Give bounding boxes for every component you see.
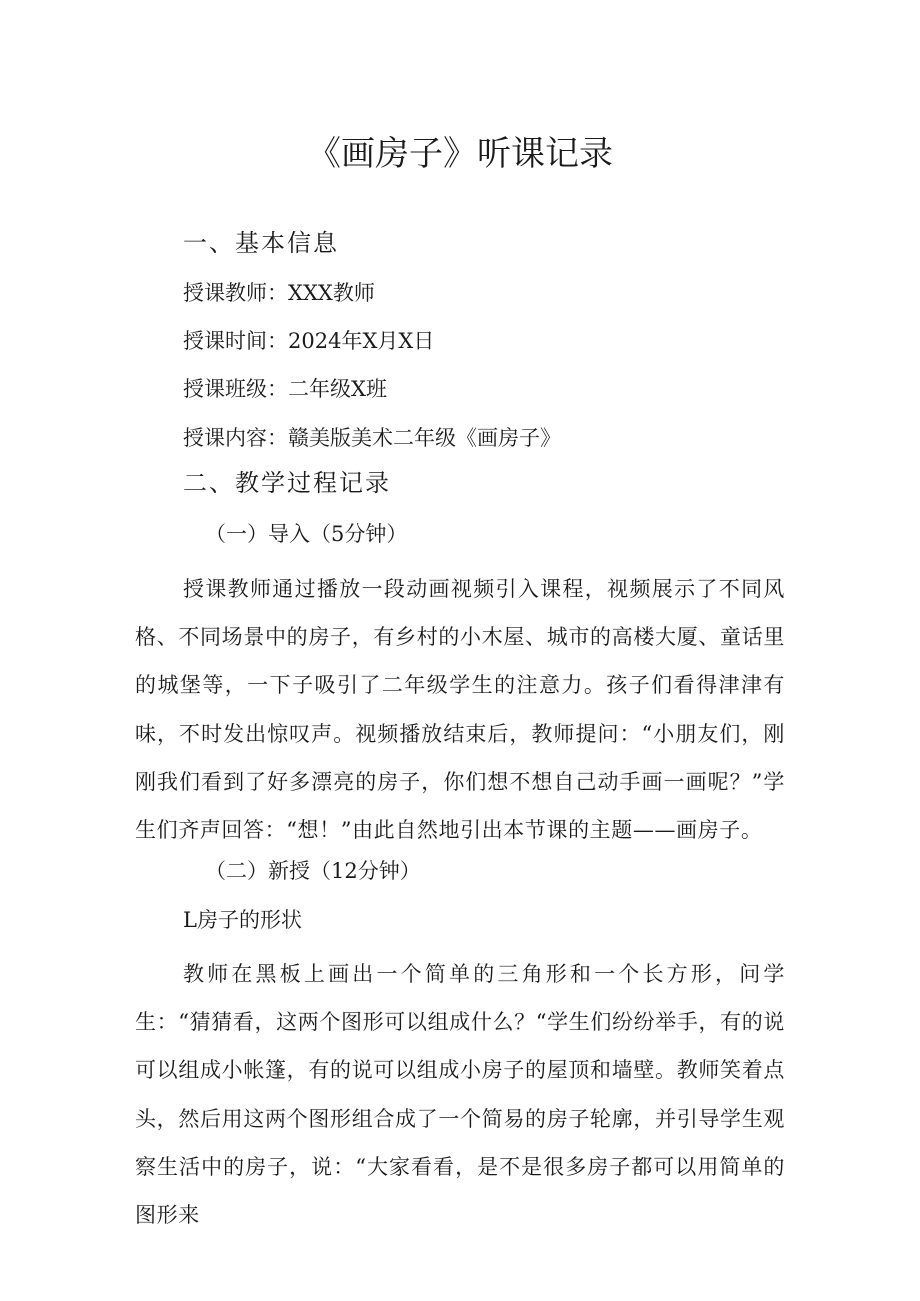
introduction-paragraph: 授课教师通过播放一段动画视频引入课程，视频展示了不同风格、不同场景中的房子，有乡村的小木屋、城市的高楼大厦、童话里的城堡等，一下子吸引了二年级学生的注意力。孩子们看得津津有味，不时发出惊叹声。视频播放结束后，教师提问：“小朋友们，刚刚我们看到了好多漂亮的房子，你们想不想自己动手画一画呢？”学生们齐声回答：“想！”由此自然地引出本节课的主题——画房子。 (135, 577, 785, 843)
document-title: 《画房子》听课记录 (307, 134, 613, 174)
part-2-heading: （二）新授（12分钟） (205, 859, 421, 883)
time-info: 授课时间：2024年X月X日 (183, 329, 435, 353)
part-1-heading: （一）导入（5分钟） (205, 522, 408, 546)
part-2-subheading: L房子的形状 (183, 908, 302, 932)
new-lesson-paragraph: 教师在黑板上画出一个简单的三角形和一个长方形，问学生：“猜猜看，这两个图形可以组成什么？“学生们纷纷举手，有的说可以组成小帐篷，有的说可以组成小房子的屋顶和墙壁。教师笑着点头，然后用这两个图形组合成了一个简易的房子轮廓，并引导学生观察生活中的房子，说：“大家看看，是不是很多房子都可以用简单的图形来 (135, 962, 785, 1228)
content-info: 授课内容：赣美版美术二年级《画房子》 (183, 426, 561, 450)
class-info: 授课班级：二年级X班 (183, 377, 387, 401)
section-1-heading: 一、基本信息 (183, 229, 339, 257)
section-2-heading: 二、教学过程记录 (183, 469, 391, 497)
teacher-info: 授课教师：XXX教师 (183, 281, 375, 305)
